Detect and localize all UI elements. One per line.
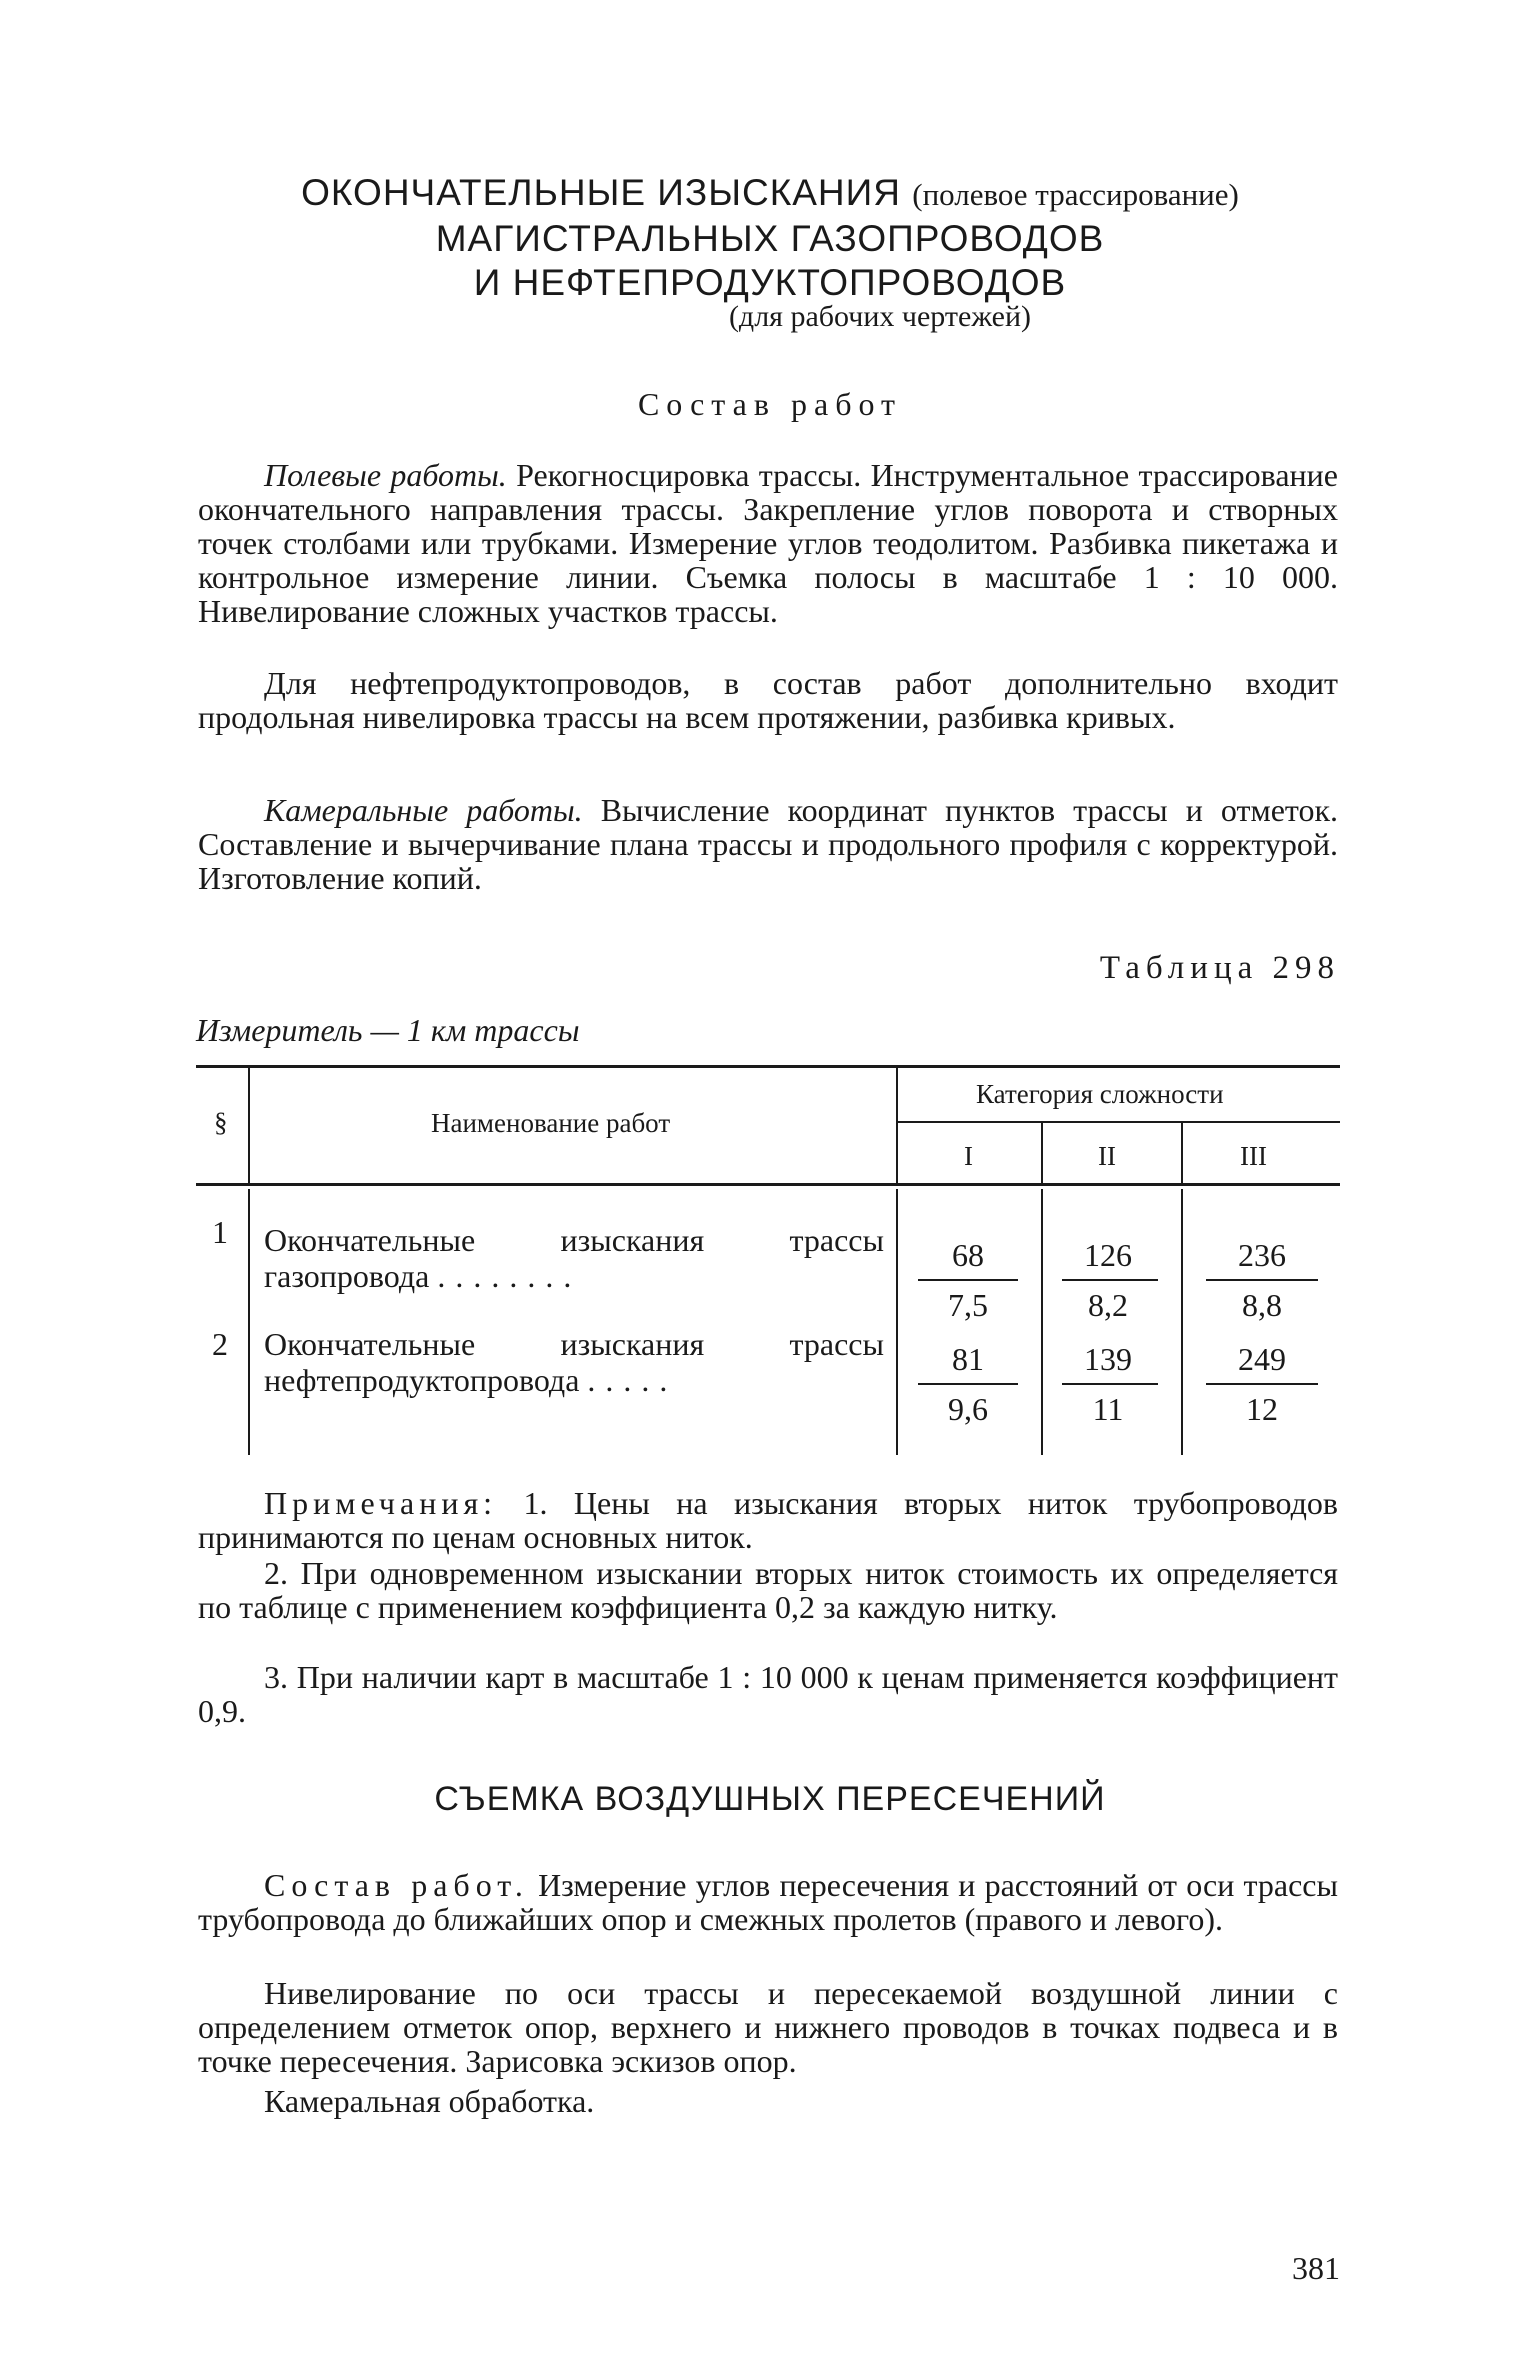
row-2-name-line2 bbox=[264, 1363, 677, 1397]
composition-heading: Состав работ bbox=[637, 386, 903, 422]
section-2-p1: Измерение углов пересечения и расстояний от оси трассы трубопровода до ближайших опор и смежных пролетов (правого и левого). bbox=[198, 1867, 1339, 1937]
section-2-title: СЪЕМКА ВОЗДУШНЫХ ПЕРЕСЕЧЕНИЙ bbox=[434, 1780, 1106, 1818]
col-name-header: Наименование работ bbox=[431, 1108, 671, 1138]
notes-3 bbox=[198, 1660, 1338, 1728]
row-2-name-text: нефтепродуктопровода bbox=[264, 1362, 580, 1398]
cat-header-3: III bbox=[1240, 1141, 1267, 1171]
heading-line-4: (для рабочих чертежей) bbox=[728, 300, 1032, 333]
section-2-p2: Нивелирование по оси трассы и пересекаемой воздушной линии с определением отметок опор, верхнего и нижнего проводов в точках подвеса и в точке пересечения. Зарисовка эскизов опор. bbox=[198, 1975, 1338, 2079]
row-1-dots: ........ bbox=[437, 1258, 582, 1294]
row-1-number: 1 bbox=[212, 1214, 228, 1250]
office-works-text: Вычисление координат пунктов трассы и отметок. Составление и вычерчивание плана трассы и продольного профиля с корректурой. Изготовление копий. bbox=[198, 792, 1339, 896]
row-2-cat3-price: 249 bbox=[1238, 1341, 1286, 1377]
row-2-cat1-labor: 9,6 bbox=[948, 1391, 988, 1427]
cat-header-2: II bbox=[1098, 1141, 1116, 1171]
office-works-paragraph bbox=[198, 793, 1338, 895]
heading-main: ОКОНЧАТЕЛЬНЫЕ ИЗЫСКАНИЯ bbox=[301, 172, 901, 213]
section-2-paragraph-2 bbox=[198, 1976, 1338, 2078]
notes-label: Примечания: bbox=[264, 1485, 498, 1521]
col-group-header: Категория сложности bbox=[976, 1079, 1224, 1109]
heading-line-3: И НЕФТЕПРОДУКТОПРОВОДОВ bbox=[473, 262, 1067, 303]
row-1-cat1-labor: 7,5 bbox=[948, 1287, 988, 1323]
row-2-cat2-price: 139 bbox=[1084, 1341, 1132, 1377]
row-1-cat2-price: 126 bbox=[1084, 1237, 1132, 1273]
heading-line-2: МАГИСТРАЛЬНЫХ ГАЗОПРОВОДОВ bbox=[435, 218, 1105, 259]
row-2-cat2-labor: 11 bbox=[1092, 1391, 1124, 1427]
col-section-header: § bbox=[214, 1107, 228, 1137]
price-table bbox=[196, 1065, 1340, 1460]
row-1-cat2-labor: 8,2 bbox=[1088, 1287, 1128, 1323]
heading-paren: (полевое трассирование) bbox=[912, 177, 1239, 212]
notes-1 bbox=[198, 1486, 1338, 1554]
row-2-dots: ..... bbox=[587, 1362, 678, 1398]
field-works-text: Рекогносцировка трассы. Инструментальное трассирование окончательного направления трассы. Закрепление углов поворота и створных точек столбами или трубками. Измерение углов теодолитом. Разбивка пикетажа и контрольное измерение линии. Съемка полосы в масштабе 1 : 10 000. Нивелирование сложных участков трассы. bbox=[198, 457, 1339, 629]
row-2-cat3-labor: 12 bbox=[1246, 1391, 1278, 1427]
section-2-paragraph-3 bbox=[198, 2084, 1338, 2118]
row-1-name-line2 bbox=[264, 1259, 581, 1293]
oil-note-text: Для нефтепродуктопроводов, в состав работ дополнительно входит продольная нивелировка трассы на всем протяжении, разбивка кривых. bbox=[198, 665, 1338, 735]
field-works-paragraph bbox=[198, 458, 1338, 628]
note-3-text: 3. При наличии карт в масштабе 1 : 10 000 к ценам применяется коэффициент 0,9. bbox=[198, 1659, 1338, 1729]
row-1-name-text: газопровода bbox=[264, 1258, 430, 1294]
table-caption: Таблица 298 bbox=[1099, 950, 1340, 986]
row-2-number: 2 bbox=[212, 1326, 228, 1362]
section-2-label: Состав работ. bbox=[264, 1867, 529, 1903]
note-1-text: 1. Цены на изыскания вторых ниток трубопроводов принимаются по ценам основных ниток. bbox=[198, 1485, 1338, 1555]
row-2-cat1-price: 81 bbox=[952, 1341, 984, 1377]
row-1-cat3-price: 236 bbox=[1238, 1237, 1286, 1273]
field-works-label: Полевые работы. bbox=[264, 457, 507, 493]
row-2-name-line1: Окончательные изыскания трассы bbox=[264, 1326, 884, 1362]
section-2-paragraph-1 bbox=[198, 1868, 1338, 1936]
page-number: 381 bbox=[1292, 2250, 1340, 2286]
notes-2 bbox=[198, 1556, 1338, 1624]
cat-header-1: I bbox=[964, 1141, 973, 1171]
note-2-text: 2. При одновременном изыскании вторых ниток стоимость их определяется по таблице с применением коэффициента 0,2 за каждую нитку. bbox=[198, 1555, 1338, 1625]
table-measure: Измеритель — 1 км трассы bbox=[196, 1012, 580, 1048]
heading-line-1 bbox=[150, 172, 1390, 214]
row-1-cat1-price: 68 bbox=[952, 1237, 984, 1273]
office-works-label: Камеральные работы. bbox=[264, 792, 583, 828]
section-2-p3: Камеральная обработка. bbox=[264, 2083, 595, 2119]
oil-note-paragraph bbox=[198, 666, 1338, 734]
row-1-name-line1: Окончательные изыскания трассы bbox=[264, 1222, 884, 1258]
row-1-cat3-labor: 8,8 bbox=[1242, 1287, 1282, 1323]
